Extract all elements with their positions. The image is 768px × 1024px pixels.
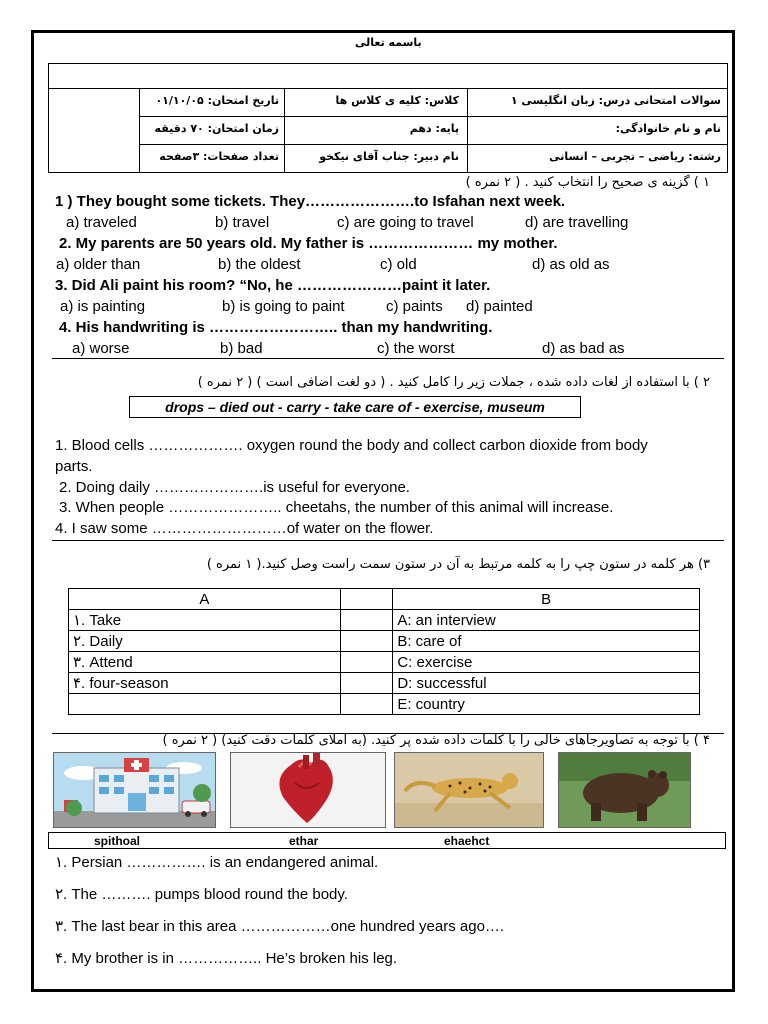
col-a-item: ۴. four-season: [69, 673, 341, 694]
header-table: [48, 63, 728, 173]
question-1: 1 ) They bought some tickets. They………………….to Isfahan next week.: [55, 193, 566, 210]
q1-option-c: c) are going to travel: [337, 214, 474, 231]
word-box: drops – died out - carry - take care of - exercise, museum: [129, 396, 581, 418]
s2-sentence-3: 3. When people ………………….. cheetahs, the number of this animal will increase.: [59, 499, 614, 516]
q1-option-a: a) traveled: [66, 214, 137, 231]
grade: پایه: دهم: [409, 122, 459, 135]
pages: تعداد صفحات: ۳صفحه: [159, 150, 279, 163]
q2-option-d: d) as old as: [532, 256, 610, 273]
question-3: 3. Did Ali paint his room? “No, he …………………paint it later.: [55, 277, 491, 294]
section1-instruction: ۱ ) گزینه ی صحیح را انتخاب کنید . ( ۲ نمره ): [465, 175, 710, 190]
q3-option-b: b) is going to paint: [222, 298, 345, 315]
q3-option-c: c) paints: [386, 298, 443, 315]
s2-sentence-1: 1. Blood cells ………………. oxygen round the body and collect carbon dioxide from body: [55, 437, 648, 454]
label-hospital: spithoal: [94, 834, 141, 848]
bear-image: [558, 752, 691, 828]
q1-option-d: d) are travelling: [525, 214, 629, 231]
q2-option-b: b) the oldest: [218, 256, 301, 273]
section3-instruction: ۳) هر کلمه در ستون چپ را به کلمه مرتبط به آن در ستون سمت راست وصل کنید.( ۱ نمره ): [206, 557, 710, 572]
col-b-item: A: an interview: [393, 610, 700, 631]
col-b-item: B: care of: [393, 631, 700, 652]
basmala: باسمه تعالی: [355, 36, 422, 49]
exam-date: تاریخ امتحان: ۰۱/۱۰/۰۵: [155, 94, 279, 107]
q2-option-a: a) older than: [56, 256, 141, 273]
section2-instruction: ۲ ) با استفاده از لغات داده شده ، جملات زیر را کامل کنید . ( دو لغت اضافی است ) ( ۲ نمره ): [197, 375, 710, 390]
hospital-image: [53, 752, 216, 828]
student-name: نام و نام خانوادگی:: [615, 122, 721, 135]
col-a-item: ۲. Daily: [69, 631, 341, 652]
q4-option-b: b) bad: [220, 340, 263, 357]
s4-sentence-3: ۳. The last bear in this area ………………one hundred years ago….: [55, 918, 505, 935]
section4-instruction: ۴ ) با توجه به تصاویرجاهای خالی را با کلمات داده شده پر کنید. (به املای کلمات دقت کنید) ( ۲ نمره ): [162, 733, 710, 748]
col-b-item: E: country: [393, 694, 700, 715]
cheetah-image: [394, 752, 544, 828]
col-b-item: C: exercise: [393, 652, 700, 673]
exam-questions: سوالات امتحانی درس: زبان انگلیسی ۱: [510, 94, 721, 107]
col-a-header: A: [69, 589, 341, 610]
q2-option-c: c) old: [380, 256, 417, 273]
q4-option-a: a) worse: [72, 340, 130, 357]
question-4: 4. His handwriting is …………………….. than my handwriting.: [59, 319, 493, 336]
heart-image: [230, 752, 386, 828]
teacher: نام دبیر: جناب آقای نیکخو: [319, 150, 459, 163]
s4-sentence-4: ۴. My brother is in …………….. He’s broken his leg.: [55, 950, 398, 967]
q4-option-d: d) as bad as: [542, 340, 625, 357]
field: رشته: ریاضی – تجربی – انسانی: [549, 150, 721, 163]
class: کلاس: کلیه ی کلاس ها: [335, 94, 459, 107]
question-2: 2. My parents are 50 years old. My father is ………………… my mother.: [59, 235, 558, 252]
col-a-item: ۳. Attend: [69, 652, 341, 673]
col-a-item: [69, 694, 341, 715]
matching-table: [68, 588, 700, 715]
label-cheetah: ehaehct: [444, 834, 490, 848]
divider: [52, 358, 724, 359]
q4-option-c: c) the worst: [377, 340, 455, 357]
s2-sentence-2: 2. Doing daily ………………….is useful for everyone.: [59, 479, 410, 496]
s2-sentence-1-cont: parts.: [55, 458, 93, 475]
q3-option-d: d) painted: [466, 298, 533, 315]
q3-option-a: a) is painting: [60, 298, 146, 315]
q1-option-b: b) travel: [215, 214, 270, 231]
label-heart: ethar: [289, 834, 319, 848]
divider: [52, 540, 724, 541]
s2-sentence-4: 4. I saw some ………………………of water on the flower.: [55, 520, 434, 537]
s4-sentence-1: ۱. Persian ……………. is an endangered animal.: [55, 854, 379, 871]
col-a-item: ۱. Take: [69, 610, 341, 631]
col-b-header: B: [393, 589, 700, 610]
picture-labels: [48, 832, 726, 849]
exam-time: زمان امتحان: ۷۰ دقیقه: [154, 122, 279, 135]
s4-sentence-2: ۲. The ………. pumps blood round the body.: [55, 886, 348, 903]
col-b-item: D: successful: [393, 673, 700, 694]
